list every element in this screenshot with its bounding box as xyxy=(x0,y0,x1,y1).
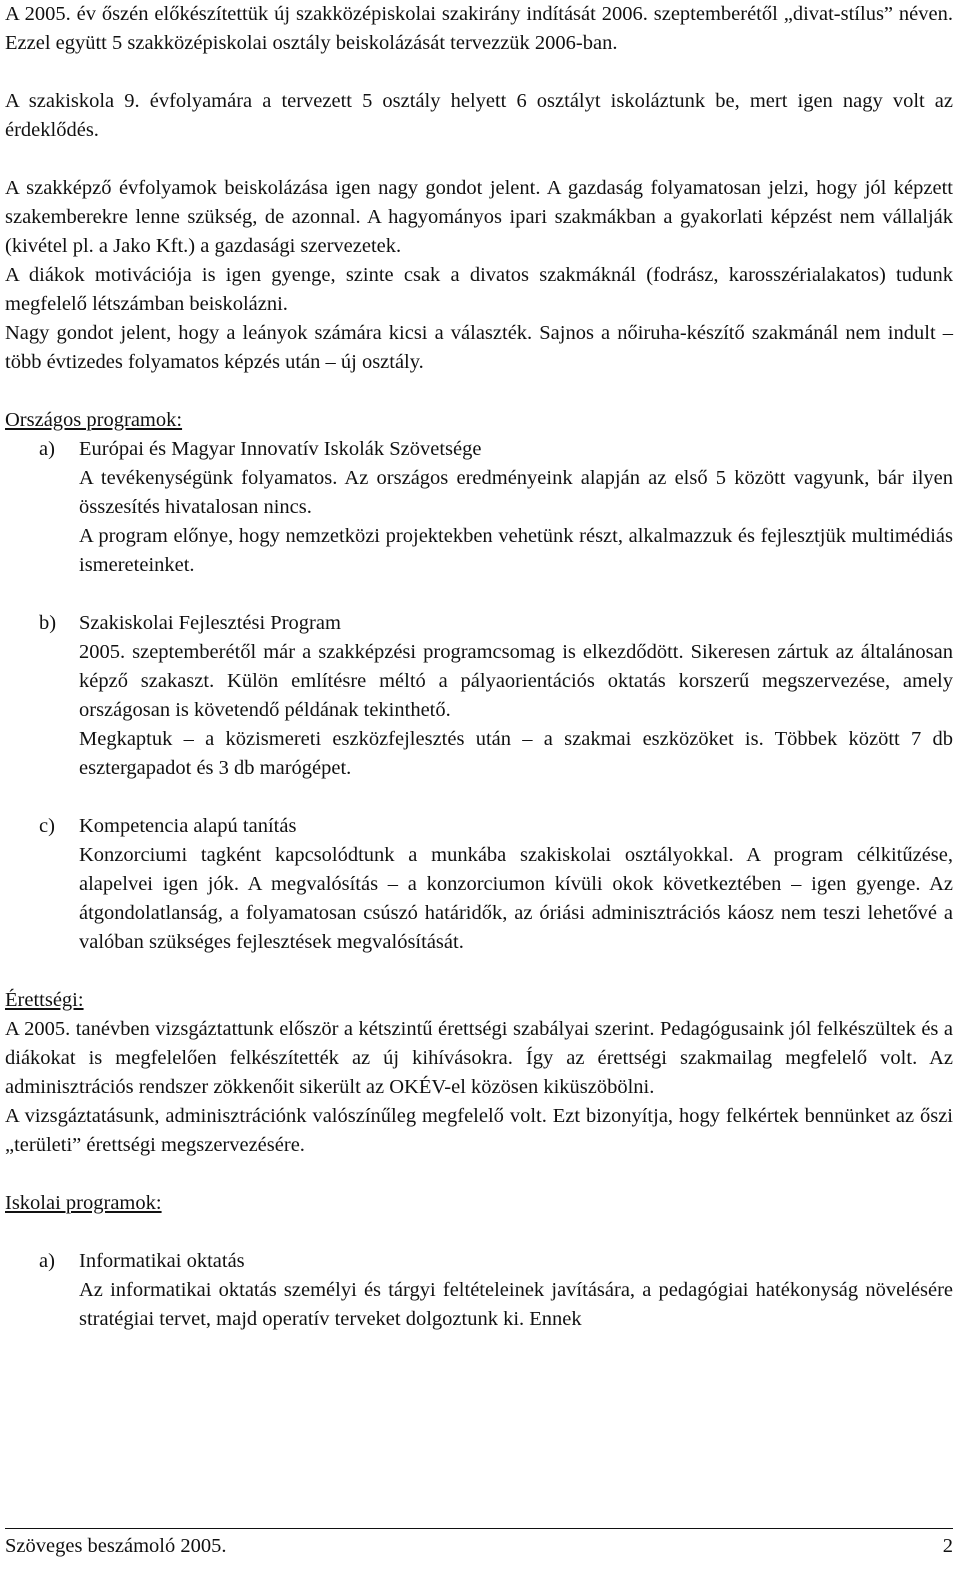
item-paragraph: 2005. szeptemberétől már a szakképzési programcsomag is elkezdődött. Sikeresen zártuk az általánosan képző szakaszt. Külön említésre méltó a pályaorientációs oktatás korszerű megszervezése, amely országosan is követendő példának tekinthető. xyxy=(79,641,953,721)
intro-paragraph-1: A 2005. év őszén előkészítettük új szakközépiskolai szakirány indítását 2006. szeptemberétől „divat-stílus” néven. Ezzel együtt 5 szakközépiskolai osztály beiskolázását tervezzük 2006-ban. xyxy=(5,3,953,54)
intro-paragraph-5: Nagy gondot jelent, hogy a leányok számára kicsi a választék. Sajnos a nőiruha-készítő szakmánál nem indult – több évtizedes folyamatos képzés után – új osztály. xyxy=(5,322,953,373)
item-title: Kompetencia alapú tanítás xyxy=(79,815,297,837)
list-item-title xyxy=(39,435,953,464)
section-heading-erettsegi: Érettségi: xyxy=(5,989,84,1011)
section-heading-iskolai: Iskolai programok: xyxy=(5,1192,162,1214)
item-paragraph: Megkaptuk – a közismereti eszközfejlesztés után – a szakmai eszközöket is. Többek között 7 db esztergapadot és 3 db marógépet. xyxy=(79,728,953,779)
erettsegi-paragraph-2: A vizsgáztatásunk, adminisztrációnk valószínűleg megfelelő volt. Ezt bizonyítja, hogy felkértek bennünket az őszi „területi” érettségi megszervezésére. xyxy=(5,1105,953,1156)
intro-paragraph-2: A szakiskola 9. évfolyamára a tervezett 5 osztály helyett 6 osztályt iskoláztunk be, mert igen nagy volt az érdeklődés. xyxy=(5,90,953,141)
list-item-title xyxy=(39,609,953,638)
erettsegi-paragraph-1: A 2005. tanévben vizsgáztattunk először a kétszintű érettségi szabályai szerint. Pedagógusaink jól felkészültek és a diákokat is megfelelően felkészítették az új kihívásokra. Így az érettségi szakmailag megfelelő volt. Az adminisztrációs rendszer zökkenőit sikerült az OKÉV-el közösen kiküszöbölni. xyxy=(5,1018,953,1098)
item-title: Európai és Magyar Innovatív Iskolák Szövetsége xyxy=(79,438,482,460)
list-marker: c) xyxy=(39,815,55,837)
page-footer xyxy=(5,1528,953,1563)
intro-paragraph-4: A diákok motivációja is igen gyenge, szinte csak a divatos szakmáknál (fodrász, karosszérialakatos) tudunk megfelelő létszámban beiskolázni. xyxy=(5,264,953,315)
list-item-title xyxy=(39,812,953,841)
item-paragraph: A tevékenységünk folyamatos. Az országos eredményeink alapján az első 5 között vagyunk, bár ilyen összesítés hivatalosan nincs. xyxy=(79,467,953,518)
list-marker: b) xyxy=(39,612,57,634)
list-marker: a) xyxy=(39,438,55,460)
item-paragraph: A program előnye, hogy nemzetközi projektekben vehetünk részt, alkalmazzuk és fejlesztjük multimédiás ismereteinket. xyxy=(79,525,953,576)
document-page xyxy=(5,0,953,1334)
list-marker: a) xyxy=(39,1250,55,1272)
footer-title: Szöveges beszámoló 2005. xyxy=(5,1535,227,1557)
page-number: 2 xyxy=(942,1535,953,1557)
item-paragraph: Az informatikai oktatás személyi és tárgyi feltételeinek javítására, a pedagógiai hatékonyság növelésére stratégiai tervet, majd operatív terveket dolgoztunk ki. Ennek xyxy=(79,1279,953,1330)
intro-paragraph-3: A szakképző évfolyamok beiskolázása igen nagy gondot jelent. A gazdaság folyamatosan jelzi, hogy jól képzett szakemberekre lenne szükség, de azonnal. A hagyományos ipari szakmákban a gyakorlati képzést nem vállalják (kivétel pl. a Jako Kft.) a gazdasági szervezetek. xyxy=(5,177,953,257)
item-paragraph: Konzorciumi tagként kapcsolódtunk a munkába szakiskolai osztályokkal. A program célkitűzése, alapelvei igen jók. A megvalósítás – a konzorciumon kívüli okok következtében – igen gyenge. Az átgondolatlanság, a folyamatosan csúszó határidők, az óriási adminisztrációs káosz nem teszi lehetővé a valóban szükséges fejlesztések megvalósítását. xyxy=(79,844,953,953)
item-title: Informatikai oktatás xyxy=(79,1250,245,1272)
item-title: Szakiskolai Fejlesztési Program xyxy=(79,612,341,634)
section-heading-orszagos: Országos programok: xyxy=(5,409,183,431)
list-item-title xyxy=(39,1247,953,1276)
